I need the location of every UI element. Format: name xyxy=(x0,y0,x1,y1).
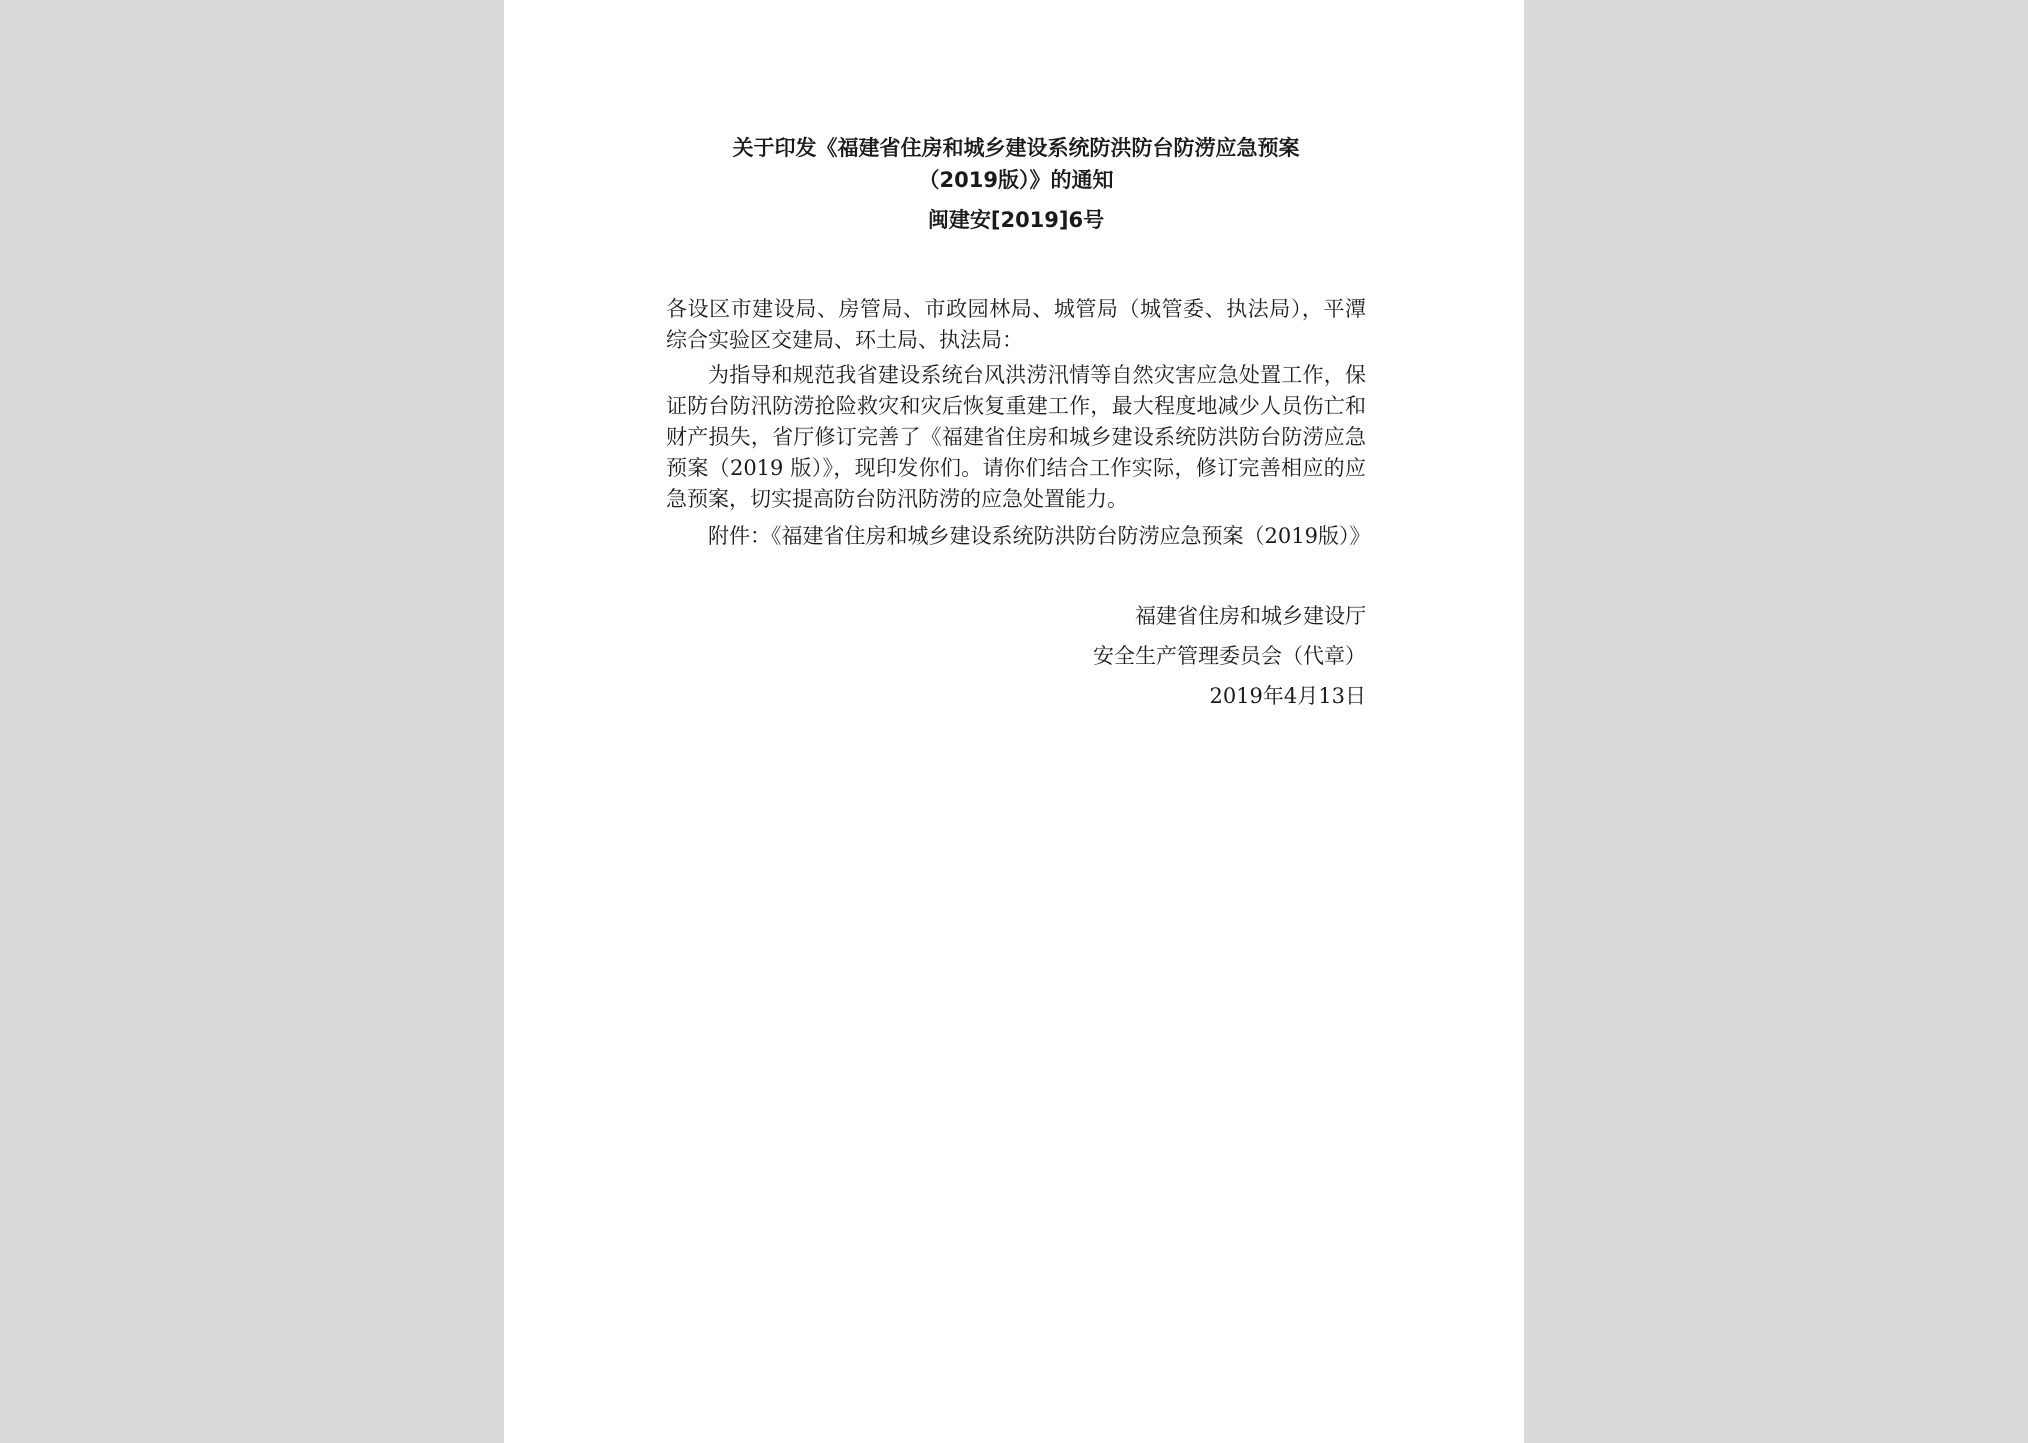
signature-org-line1: 福建省住房和城乡建设厅 xyxy=(1135,604,1366,628)
body-paragraph: 为指导和规范我省建设系统台风洪涝汛情等自然灾害应急处置工作，保证防台防汛防涝抢险救灾和灾后恢复重建工作，最大程度地减少人员伤亡和财产损失，省厅修订完善了《福建省住房和城乡建设系统防洪防台防涝应急预案（2019 版）》，现印发你们。请你们结合工作实际，修订完善相应的应急预案，切实提高防台防汛防涝的应急处置能力。 xyxy=(666,363,1366,511)
signature-org-line2: 安全生产管理委员会（代章） xyxy=(1093,644,1366,668)
document-title-line1: 关于印发《福建省住房和城乡建设系统防洪防台防涝应急预案 xyxy=(732,136,1300,160)
signature-date: 2019年4月13日 xyxy=(1209,684,1366,708)
recipients-paragraph: 各设区市建设局、房管局、市政园林局、城管局（城管委、执法局），平潭综合实验区交建局、环土局、执法局： xyxy=(666,297,1366,352)
document-title-line2: （2019版）》的通知 xyxy=(918,168,1114,192)
document-number: 闽建安[2019]6号 xyxy=(927,208,1105,232)
attachment-paragraph: 附件：《福建省住房和城乡建设系统防洪防台防涝应急预案（2019版）》 xyxy=(708,524,1371,548)
signature-block xyxy=(666,596,1366,716)
page-content xyxy=(666,132,1371,716)
document-page xyxy=(504,0,1524,1443)
